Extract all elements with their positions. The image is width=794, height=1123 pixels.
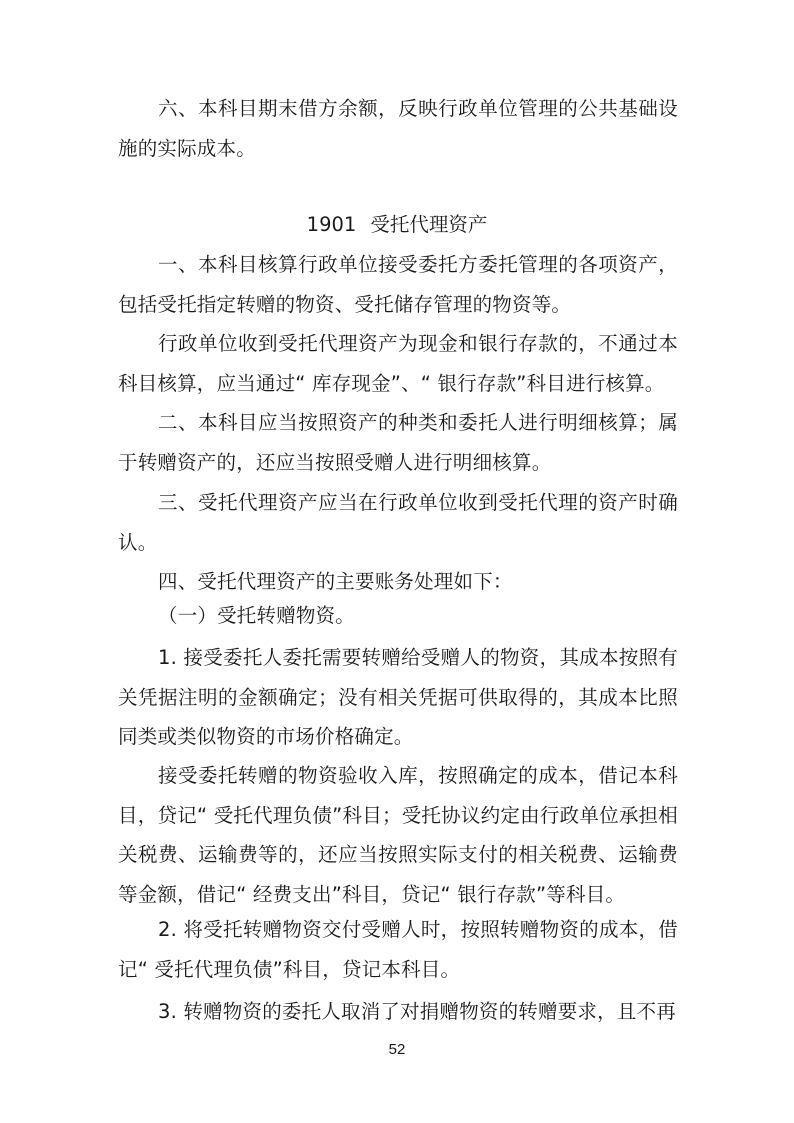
paragraph-item-3: 3. 转赠物资的委托人取消了对捐赠物资的转赠要求，且不再	[158, 1000, 676, 1023]
subheading-entrusted-donation: （一）受托转赠物资。	[158, 604, 356, 627]
paragraph-item-1: 1. 接受委托人委托需要转赠给受赠人的物资，其成本按照有关凭据注明的金额确定；没有相关凭据可供取得的，其成本比照同类或类似物资的市场价格确定。	[118, 646, 678, 748]
paragraph-one-b: 行政单位收到受托代理资产为现金和银行存款的，不通过本科目核算，应当通过“ 库存现金”、“ 银行存款”科目进行核算。	[118, 332, 678, 395]
paragraph-one: 一、本科目核算行政单位接受委托方委托管理的各项资产，包括受托指定转赠的物资、受托储存管理的物资等。	[118, 253, 678, 316]
paragraph-closing-balance: 六、本科目期末借方余额，反映行政单位管理的公共基础设施的实际成本。	[118, 97, 678, 160]
paragraph-item-1b: 接受委托转赠的物资验收入库，按照确定的成本，借记本科目，贷记“ 受托代理负债”科目；受托协议约定由行政单位承担相关税费、运输费等的，还应当按照实际支付的相关税费、运输费等金额，借记“ 经费支出”科目，贷记“ 银行存款”等科目。	[118, 764, 678, 906]
section-code: 1901	[306, 213, 357, 236]
paragraph-two: 二、本科目应当按照资产的种类和委托人进行明细核算；属于转赠资产的，还应当按照受赠人进行明细核算。	[118, 411, 678, 474]
page-number: 52	[388, 1041, 406, 1058]
paragraph-three: 三、受托代理资产应当在行政单位收到受托代理的资产时确认。	[118, 491, 678, 554]
section-heading	[0, 210, 794, 240]
paragraph-item-2: 2. 将受托转赠物资交付受赠人时，按照转赠物资的成本，借记“ 受托代理负债”科目，贷记本科目。	[118, 918, 678, 981]
section-title: 受托代理资产	[370, 213, 488, 236]
paragraph-four: 四、受托代理资产的主要账务处理如下：	[158, 570, 513, 593]
